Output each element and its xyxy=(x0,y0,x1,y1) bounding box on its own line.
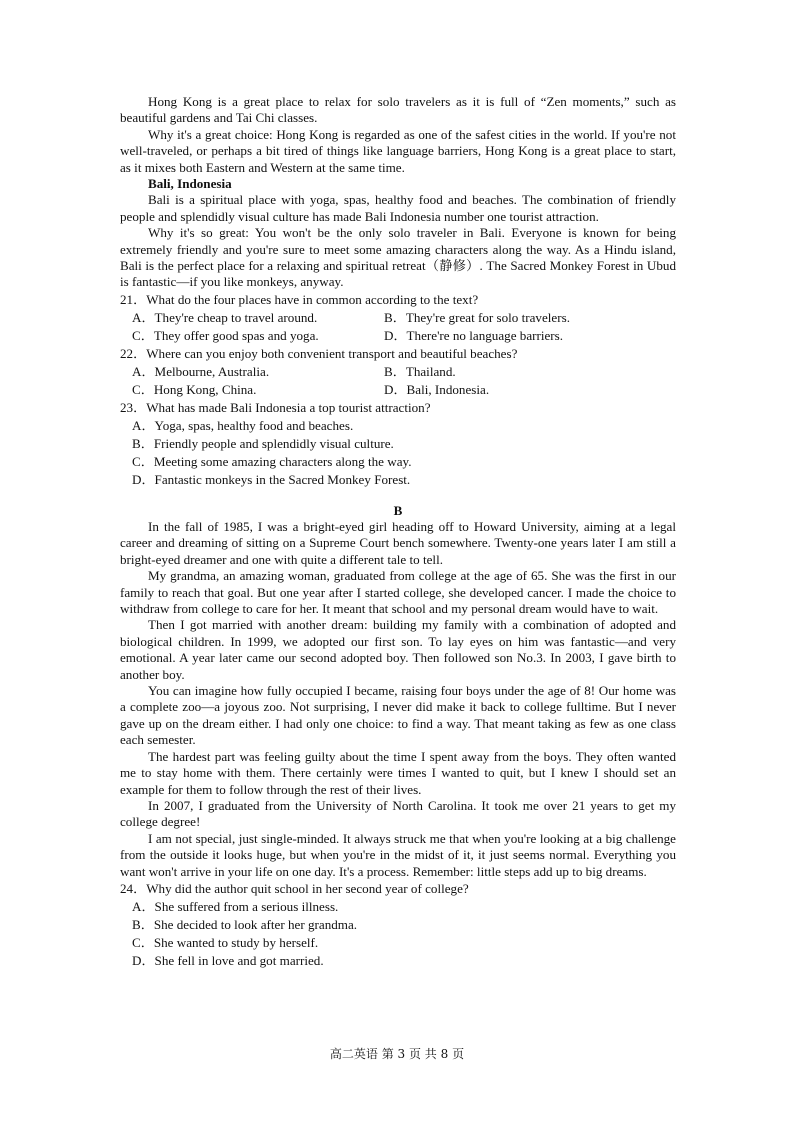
passage-paragraph: My grandma, an amazing woman, graduated from college at the age of 65. She was the first in our family to reach that goal. But one year after I started college, she developed cancer. I made the choice to withdraw from college to care for her. It meant that school and my personal dream would have to wait. xyxy=(120,568,676,617)
option-c[interactable]: C．Hong Kong, China. xyxy=(132,381,257,397)
option-b[interactable]: B．They're great for solo travelers. xyxy=(384,309,570,325)
option-list xyxy=(120,417,676,489)
option-d[interactable]: D．Bali, Indonesia. xyxy=(384,381,490,397)
option-a[interactable]: A．Melbourne, Australia. xyxy=(132,363,270,379)
option-b[interactable]: B．Friendly people and splendidly visual culture. xyxy=(132,435,394,451)
passage-paragraph: Why it's a great choice: Hong Kong is regarded as one of the safest cities in the world. If you're not well-traveled, or perhaps a bit tired of things like language barriers, Hong Kong is a great place to start, as it mixes both Eastern and Western at the same time. xyxy=(120,126,676,175)
passage-paragraph: In 2007, I graduated from the University of North Carolina. It took me over 21 years to get my college degree! xyxy=(120,797,676,830)
page-footer: 高二英语 第 3 页 共 8 页 xyxy=(329,1047,465,1061)
question-22 xyxy=(120,346,676,398)
section-heading-bali: Bali, Indonesia xyxy=(148,176,232,192)
question-stem xyxy=(120,346,676,362)
passage-paragraph: Then I got married with another dream: building my family with a combination of adopted and biological children. In 1999, we adopted our first son. To lay eyes on him was fantastic—and very emotional. A year later came our second adopted boy. Then followed son No.3. In 2003, I gave birth to another boy. xyxy=(120,617,676,682)
question-text: What do the four places have in common according to the text? xyxy=(146,292,479,308)
option-a[interactable]: A．She suffered from a serious illness. xyxy=(132,898,339,914)
option-list xyxy=(120,363,676,399)
option-d[interactable]: D．There're no language barriers. xyxy=(384,327,564,343)
question-21 xyxy=(120,292,676,344)
option-d[interactable]: D．She fell in love and got married. xyxy=(132,952,324,968)
exam-page xyxy=(120,94,676,970)
option-a[interactable]: A．Yoga, spas, healthy food and beaches. xyxy=(132,417,354,433)
question-stem xyxy=(120,400,676,416)
question-stem xyxy=(120,292,676,308)
option-b[interactable]: B．She decided to look after her grandma. xyxy=(132,916,358,932)
option-c[interactable]: C．Meeting some amazing characters along the way. xyxy=(132,453,412,469)
question-text: What has made Bali Indonesia a top tourist attraction? xyxy=(146,400,431,416)
option-d[interactable]: D．Fantastic monkeys in the Sacred Monkey Forest. xyxy=(132,471,411,487)
option-b[interactable]: B．Thailand. xyxy=(384,363,456,379)
option-c[interactable]: C．She wanted to study by herself. xyxy=(132,934,319,950)
section-letter-b: B xyxy=(393,502,403,518)
passage-paragraph: The hardest part was feeling guilty about the time I spent away from the boys. They often wanted me to stay home with them. There certainly were times I wanted to quit, but I knew I should set an example for them to follow through the rest of their lives. xyxy=(120,748,676,797)
option-a[interactable]: A．They're cheap to travel around. xyxy=(132,309,318,325)
passage-paragraph: Why it's so great: You won't be the only solo traveler in Bali. Everyone is known for being extremely friendly and you're sure to meet some amazing characters along the way. As a Hindu island, Bali is the perfect place for a relaxing and spiritual retreat（静修）. The Sacred Monkey Forest in Ubud is fantastic—if you like monkeys, anyway. xyxy=(120,225,676,290)
passage-paragraph: Bali is a spiritual place with yoga, spas, healthy food and beaches. The combination of friendly people and splendidly visual culture has made Bali Indonesia number one tourist attraction. xyxy=(120,192,676,224)
passage-paragraph: Hong Kong is a great place to relax for solo travelers as it is full of “Zen moments,” such as beautiful gardens and Tai Chi classes. xyxy=(120,94,676,126)
question-number: 21． xyxy=(120,292,147,308)
option-c[interactable]: C．They offer good spas and yoga. xyxy=(132,327,319,343)
question-number: 23． xyxy=(120,400,147,416)
question-number: 24． xyxy=(120,881,147,897)
question-stem xyxy=(120,881,676,897)
passage-paragraph: I am not special, just single-minded. It always struck me that when you're looking at a big challenge from the outside it looks huge, but when you're in the midst of it, it just seems normal. Everything you want won't arrive in your life on one day. It's a process. Remember: little steps add up to big dreams. xyxy=(120,830,676,879)
question-number: 22． xyxy=(120,346,147,362)
passage-paragraph: In the fall of 1985, I was a bright-eyed girl heading off to Howard University, aiming at a legal career and dreaming of sitting on a Supreme Court bench somewhere. Twenty-one years later I am still a bright-eyed dreamer and one with quite a different tale to tell. xyxy=(120,519,676,567)
option-list xyxy=(120,309,676,345)
option-list xyxy=(120,898,676,970)
question-text: Why did the author quit school in her second year of college? xyxy=(146,881,469,897)
question-23 xyxy=(120,400,676,488)
passage-paragraph: You can imagine how fully occupied I became, raising four boys under the age of 8! Our home was a complete zoo—a joyous zoo. Not surprising, I never did make it back to college fulltime. But I never gave up on the dream either. I had only one choice: to find a way. That meant taking as few as one class each semester. xyxy=(120,683,676,748)
question-24 xyxy=(120,881,676,969)
question-text: Where can you enjoy both convenient transport and beautiful beaches? xyxy=(146,346,518,362)
